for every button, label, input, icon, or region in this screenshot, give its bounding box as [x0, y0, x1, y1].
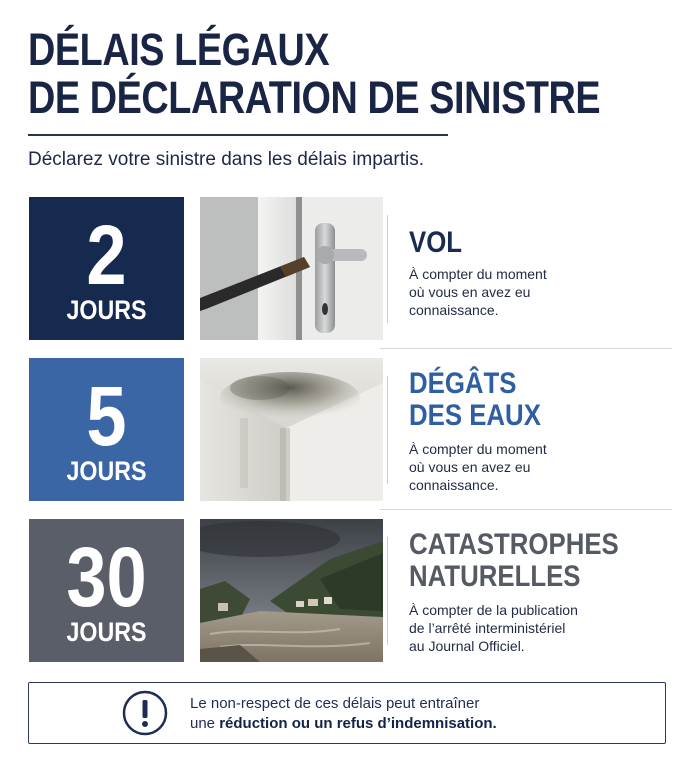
deadline-text — [409, 519, 673, 655]
category-description: À compter du moment où vous en avez eu connaissance. — [409, 266, 547, 318]
deadline-unit: JOURS — [66, 456, 147, 486]
deadline-row-degats-des-eaux — [29, 358, 673, 501]
subtitle: Déclarez votre sinistre dans les délais impartis. — [28, 149, 424, 170]
category-line: NATURELLES — [409, 560, 581, 593]
deadline-number: 30 — [66, 530, 147, 624]
title-line-1: DÉLAIS LÉGAUX — [28, 24, 330, 75]
title-divider — [28, 134, 448, 136]
deadline-unit: JOURS — [66, 295, 147, 325]
deadline-badge — [29, 197, 184, 340]
title-line-2: DE DÉCLARATION DE SINISTRE — [28, 72, 601, 123]
category-line: DES EAUX — [409, 399, 541, 432]
deadline-number: 5 — [86, 369, 127, 463]
category-line: CATASTROPHES — [409, 528, 619, 561]
deadline-badge — [29, 358, 184, 501]
category-description: À compter de la publication de l’arrêté interministériel au Journal Officiel. — [409, 602, 578, 654]
warning-notice — [28, 682, 666, 744]
deadline-unit: JOURS — [66, 617, 147, 647]
category-line: DÉGÂTS — [409, 367, 517, 400]
deadline-row-catastrophes-naturelles — [29, 519, 673, 662]
deadline-text — [409, 358, 673, 494]
notice-emphasis: réduction ou un refus d’indemnisation. — [219, 715, 497, 732]
deadline-row-vol — [29, 197, 673, 340]
deadline-text — [409, 197, 673, 319]
category-title — [409, 227, 636, 259]
exclamation-circle-icon — [122, 690, 168, 736]
category-description: À compter du moment où vous en avez eu connaissance. — [409, 441, 547, 493]
row-separator — [380, 509, 672, 510]
notice-line-2-prefix: une — [190, 715, 220, 732]
row-divider — [387, 376, 388, 484]
deadline-number: 2 — [86, 208, 127, 302]
deadline-badge — [29, 519, 184, 662]
category-line: VOL — [409, 226, 463, 259]
flood-landscape-photo — [200, 519, 383, 662]
page-title — [28, 24, 601, 123]
notice-line-1: Le non-respect de ces délais peut entraîner — [190, 695, 480, 712]
category-title — [409, 368, 636, 432]
row-divider — [387, 215, 388, 323]
water-damage-photo — [200, 358, 383, 501]
notice-message — [190, 694, 497, 734]
category-title — [409, 529, 636, 593]
row-separator — [380, 348, 672, 349]
row-divider — [387, 537, 388, 645]
door-lock-photo — [200, 197, 383, 340]
notice-line-2 — [190, 714, 497, 734]
